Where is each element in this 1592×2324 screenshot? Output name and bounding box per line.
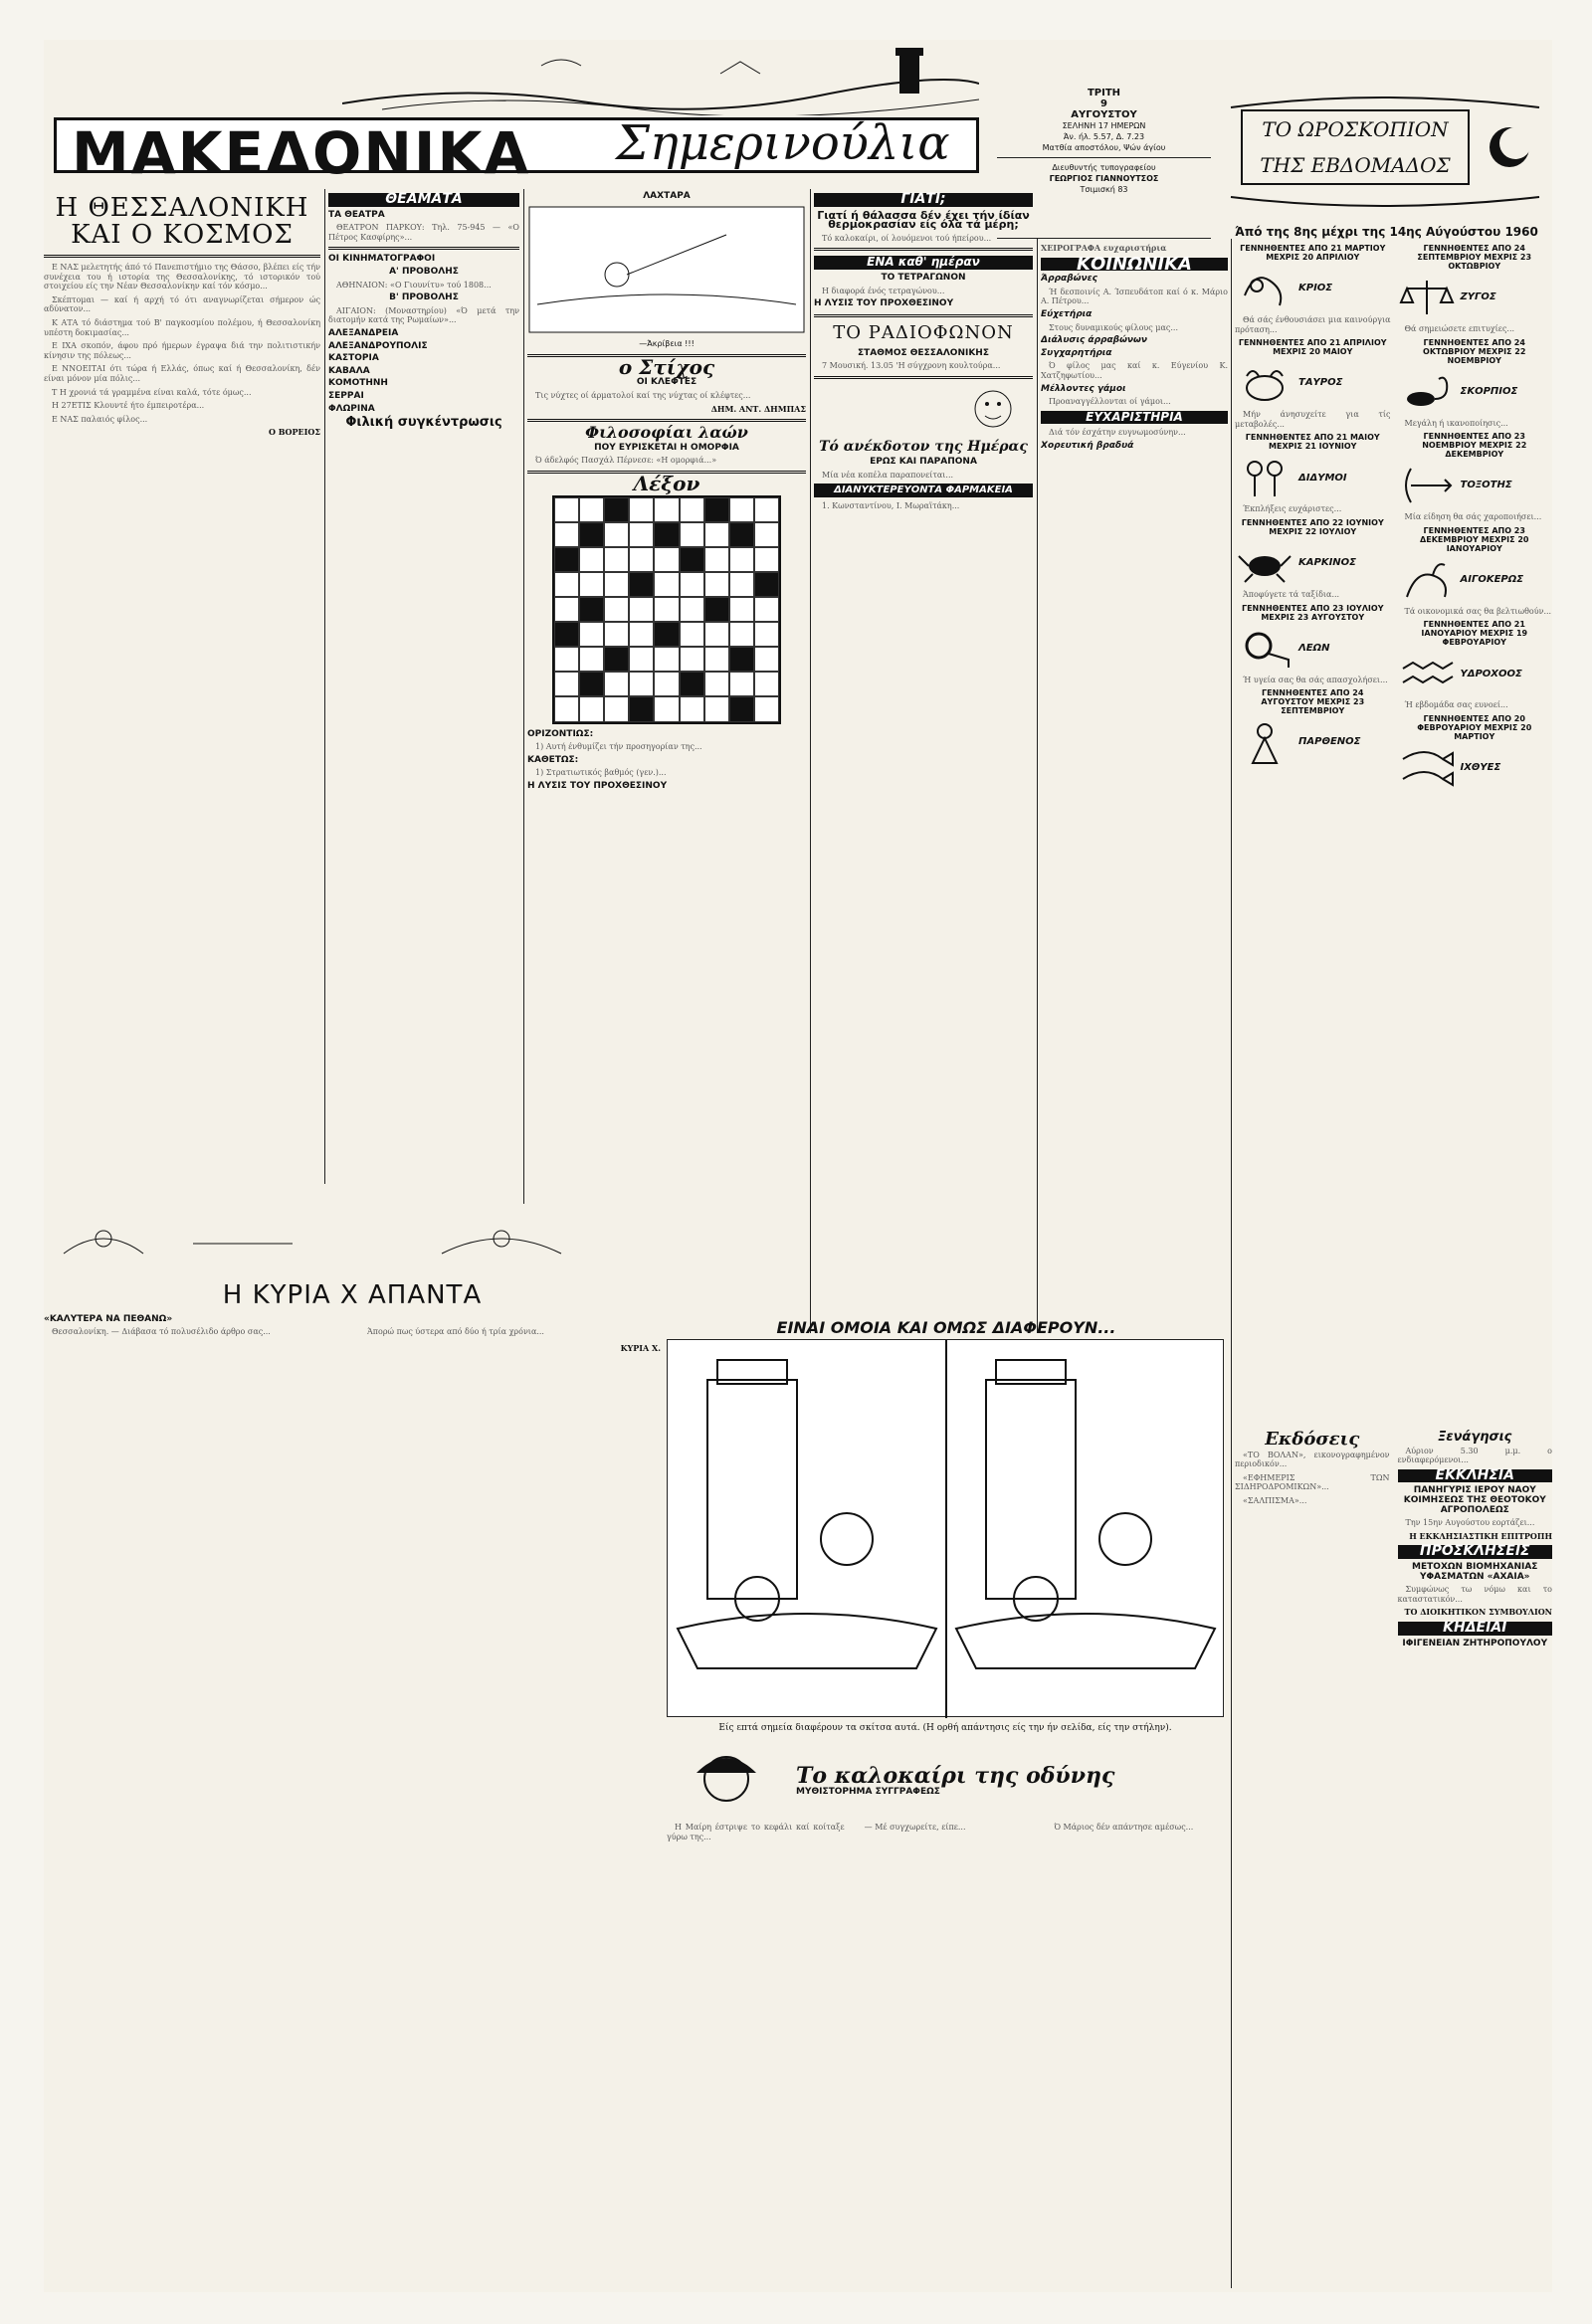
fishing-cartoon-icon (527, 205, 806, 334)
sign-head-didymoi: ΓΕΝΝΗΘΕΝΤΕΣ ΑΠΟ 21 ΜΑΙΟΥ ΜΕΧΡΙΣ 21 ΙΟΥΝΙΟΥ (1245, 433, 1380, 452)
signature-voreios: Ο ΒΟΡΕΙΟΣ (269, 427, 320, 438)
daily-title: ΕΝΑ καθ' ημέραν (814, 256, 1033, 270)
sign-name-aigokeros: ΑΙΓΟΚΕΡΩΣ (1460, 573, 1524, 585)
engagements-heading: Άρραβώνες (1041, 274, 1097, 285)
saint-day: Ματθία αποστόλου, Ψών άγίου (1042, 143, 1166, 152)
header-theamata: ΘΕΑΜΑΤΑ (328, 193, 519, 207)
why-title: ΓΙΑΤΙ; (814, 193, 1033, 207)
sign-name-krios: ΚΡΙΟΣ (1298, 283, 1333, 294)
column-why: ΓΙΑΤΙ; Γιατί ή θάλασσα δέν έχει τήν ίδίαν θερμοκρασίαν είς όλα τά μέρη; Τό καλοκαίρι, οί λουόμενοι τού ήπείρου... ΕΝΑ καθ' ημέραν ΤΟ ΤΕΤΡΑΓΩΝΟΝ Η διαφορά ένός τετραγώνου... Η ΛΥΣΙΣ ΤΟΥ ΠΡΟΧΘΕΣΙΝΟΥ ΤΟ ΡΑΔΙΟΦΩΝΟΝ ΣΤΑΘΜΟΣ ΘΕΣΣΑΛΟΝΙΚΗΣ 7 Μουσική. 13.05 'Η σύγχρονη κουλτούρα... Τό ανέκδοτον της Ημέρας ΕΡΩΣ ΚΑΙ ΠΑΡΑΠΟΝΑ Μία νέα κοπέλα παραπονείται... ΔΙΑΝΥΚΤΕΡΕΥΟΝΤΑ ΦΑΡΜΑΚΕΙΑ 1. Κωνσταντίνου, Ι. Μωραϊτάκη... (814, 189, 1033, 1333)
bull-icon (1235, 360, 1294, 406)
horoscope-signs: ΓΕΝΝΗΘΕΝΤΕΣ ΑΠΟ 21 ΜΑΡΤΙΟΥ ΜΕΧΡΙΣ 20 ΑΠΡΙΛΙΟΥ ΚΡΙΟΣ Θά σάς ένθουσιάσει μια καινούργια πρόταση... ΓΕΝΝΗΘΕΝΤΕΣ ΑΠΟ 21 ΑΠΡΙΛΙΟΥ ΜΕΧΡΙΣ 20 ΜΑΙΟΥ ΤΑΥΡΟΣ Μήν άνησυχείτε για τίς μεταβολές... ΓΕΝΝΗΘΕΝΤΕΣ ΑΠΟ 21 ΜΑΙΟΥ ΜΕΧΡΙΣ 21 ΙΟΥΝΙΟΥ ΔΙΔΥΜΟΙ Έκπλήξεις ευχάριστες... ΓΕΝΝΗΘΕΝΤΕΣ ΑΠΟ 22 ΙΟΥΝΙΟΥ ΜΕΧΡΙΣ 22 ΙΟΥΛΙΟΥ ΚΑΡΚΙΝΟΣ Άποφύγετε τά ταξίδια... ΓΕΝΝΗΘΕΝΤΕΣ ΑΠΟ 23 ΙΟΥΛΙΟΥ ΜΕΧΡΙΣ 23 ΑΥΓΟΥΣΤΟΥ ΛΕΩΝ Ή υγεία σας θα σάς απασχολήσει... ΓΕΝΝΗΘΕΝΤΕΣ ΑΠΟ 24 ΑΥΓΟΥΣΤΟΥ ΜΕΧΡΙΣ 23 ΣΕΠΤΕΜΒΡΙΟΥ ΠΑΡΘΕΝΟΣ ΓΕΝΝΗΘΕΝΤΕΣ ΑΠΟ 24 ΣΕΠΤΕΜΒΡΙΟΥ ΜΕΧΡΙΣ 23 ΟΚΤΩΒΡΙΟΥ ΖΥΓΟΣ Θά σημειώσετε επιτυχίες... ΓΕΝΝΗΘΕΝΤΕΣ ΑΠΟ 24 ΟΚΤΩΒΡΙΟΥ ΜΕΧΡΙΣ 22 ΝΟΕΜΒΡΙΟΥ ΣΚΟΡΠΙΟΣ Μεγάλη ή ικανοποίησις... ΓΕΝΝΗΘΕΝΤΕΣ ΑΠΟ 23 ΝΟΕΜΒΡΙΟΥ ΜΕΧΡΙΣ 22 ΔΕΚΕΜΒΡΙΟΥ ΤΟΞΟΤΗΣ Μία είδηση θα σάς χαροποιήσει... ΓΕΝΝΗΘΕΝΤΕΣ ΑΠΟ 23 ΔΕΚΕΜΒΡΙΟΥ ΜΕΧΡΙΣ 20 ΙΑΝΟΥΑΡΙΟΥ ΑΙΓΟΚΕΡΩΣ Τά οικονομικά σας θα βελτιωθούν... ΓΕΝΝΗΘΕΝΤΕΣ ΑΠΟ 21 ΙΑΝΟΥΑΡΙΟΥ ΜΕΧΡΙΣ 19 ΦΕΒΡΟΥΑΡΙΟΥ ΥΔΡΟΧΟΟΣ Ή εβδομάδα σας ευνοεί... ΓΕΝΝΗΘΕΝΤΕΣ ΑΠΟ 20 ΦΕΒΡΟΥΑΡΙΟΥ ΜΕΧΡΙΣ 20 ΜΑΡΤΙΟΥ ΙΧΘΥΕΣ (1235, 244, 1552, 1423)
sign-name-tavros: ΤΑΥΡΟΣ (1298, 377, 1343, 389)
sub-first-run: Α' ΠΡΟΒΟΛΗΣ (389, 266, 459, 277)
scales-icon (1397, 275, 1457, 320)
sub-theatres: ΤΑ ΘΕΑΤΡΑ (328, 209, 385, 220)
lion-icon (1235, 626, 1294, 672)
water-bearer-icon (1397, 651, 1457, 696)
stichos-title: ο Στίχος (618, 354, 715, 379)
crab-icon (1235, 540, 1294, 586)
crossword-vertical: ΚΑΘΕΤΩΣ: (527, 754, 579, 765)
editions-title: Εκδόσεις (1265, 1429, 1360, 1450)
crossword-title: Λέξον (633, 471, 700, 495)
cartoon-lachtara-caption: —Άκρίβεια !!! (639, 339, 695, 349)
column-announcements: Εκδόσεις «ΤΟ ΒΟΛΑΝ», εικονογραφημένον περιοδικόν... «ΕΦΗΜΕΡΙΣ ΤΩΝ ΣΙΔΗΡΟΔΡΟΜΙΚΩΝ»... «ΣΑΛΠΙΣΜΑ»... Ξενάγησις Αύριον 5.30 μ.μ. ο ενδιαφερόμενοι... ΕΚΚΛΗΣΙΑ ΠΑΝΗΓΥΡΙΣ ΙΕΡΟΥ ΝΑΟΥ ΚΟΙΜΗΣΕΩΣ ΤΗΣ ΘΕΟΤΟΚΟΥ ΑΓΡΟΠΟΛΕΩΣ Την 15ην Αυγούστου εορτάζει... Η ΕΚΚΛΗΣΙΑΣΤΙΚΗ ΕΠΙΤΡΟΠΗ ΠΡΟΣΚΛΗΣΕΙΣ ΜΕΤΟΧΩΝ ΒΙΟΜΗΧΑΝΙΑΣ ΥΦΑΣΜΑΤΩΝ «ΑΧΑΙΑ» Συμφώνως τω νόμω και το καταστατικόν... ΤΟ ΔΙΟΙΚΗΤΙΚΟΝ ΣΥΜΒΟΥΛΙΟΝ ΚΗΔΕΙΑΙ ΙΦΙΓΕΝΕΙΑΝ ΖΗΤΗΡΟΠΟΥΛΟΥ (1235, 1429, 1552, 1648)
city-alexandroupolis: ΑΛΕΞΑΝΔΡΟΥΠΟΛΙΣ (328, 340, 428, 351)
cartoon-lachtara-title: ΛΑΧΤΑΡΑ (643, 191, 691, 201)
dissolution-heading: Διάλυσις άρραβώνων (1041, 335, 1148, 346)
sign-head-krios: ΓΕΝΝΗΘΕΝΤΕΣ ΑΠΟ 21 ΜΑΡΤΙΟΥ ΜΕΧΡΙΣ 20 ΑΠΡΙΛΙΟΥ (1240, 244, 1386, 262)
virgin-icon (1235, 719, 1294, 765)
daily-solution: Η ΛΥΣΙΣ ΤΟΥ ΠΡΟΧΘΕΣΙΝΟΥ (814, 298, 954, 309)
city-alexandreia: ΑΛΕΞΑΝΔΡΕΙΑ (328, 327, 399, 338)
spot-the-difference-cartoon (667, 1318, 1224, 1717)
thanks-title: ΕΥΧΑΡΙΣΤΗΡΙΑ (1041, 411, 1228, 425)
heading-gathering: Φιλική συγκέντρωσις (345, 415, 502, 431)
dance-heading: Χορευτική βραδυά (1041, 440, 1134, 451)
column-lachtara: ΛΑΧΤΑΡΑ —Άκρίβεια !!! ο Στίχος ΟΙ ΚΛΕΦΤΕΣ Τις νύχτες οί άρματολοί καί της νύχτας οί κλέφτες... ΔΗΜ. ΑΝΤ. ΔΗΜΠΑΣ Φιλοσοφίαι λαών ΠΟΥ ΕΥΡΙΣΚΕΤΑΙ Η ΟΜΟΡΦΙΑ Ό άδελφός Πασχάλ Πέρνεσε: «Η ομορφιά...» Λέξον ΟΡΙΖΟΝΤΙΩΣ: 1) Αυτή ένθυμίζει τήν προσηγορίαν της... ΚΑΘΕΤΩΣ: 1) Στρατιωτικός βαθμός (γεν.)... Η ΛΥΣΙΣ ΤΟΥ ΠΡΟΧΘΕΣΙΝΟΥ (527, 191, 806, 791)
invites-title: ΠΡΟΣΚΛΗΣΕΙΣ (1398, 1545, 1553, 1559)
story-author: ΜΥΘΙΣΤΟΡΗΜΑ ΣΥΓΓΡΑΦΕΩΣ (796, 1786, 940, 1797)
sign-name-zygos: ΖΥΓΟΣ (1460, 291, 1496, 303)
radio-title: ΤΟ ΡΑΔΙΟΦΩΝΟΝ (833, 321, 1014, 343)
masthead-script: Σημερινούλια (616, 115, 950, 171)
signature-kyria-x: ΚΥΡΙΑ Χ. (620, 1342, 661, 1353)
philosophy-title: Φιλοσοφίαι λαών (585, 423, 748, 443)
horoscope-title-box (1241, 109, 1470, 185)
sign-name-toxotis: ΤΟΞΟΤΗΣ (1460, 480, 1512, 491)
anecdote-title: Τό ανέκδοτον της Ημέρας (819, 438, 1028, 455)
twins-icon (1235, 455, 1294, 500)
archer-icon (1397, 463, 1457, 508)
sign-name-parthenos: ΠΑΡΘΕΝΟΣ (1298, 736, 1361, 748)
story-title: Το καλοκαίρι της οδύνης (796, 1762, 1115, 1789)
seaside-illustration-icon (342, 44, 979, 115)
anecdote-face-icon (814, 384, 1033, 434)
sign-head-aigokeros: ΓΕΝΝΗΘΕΝΤΕΣ ΑΠΟ 23 ΔΕΚΕΜΒΡΙΟΥ ΜΕΧΡΙΣ 20 ΙΑΝΟΥΑΡΙΟΥ (1420, 525, 1529, 553)
sign-name-didymoi: ΔΙΔΥΜΟΙ (1298, 472, 1347, 484)
invites-subtitle: ΜΕΤΟΧΩΝ ΒΙΟΜΗΧΑΝΙΑΣ ΥΦΑΣΜΑΤΩΝ «ΑΧΑΙΑ» (1412, 1561, 1538, 1582)
horoscope-period: Άπό της 8ης μέχρι της 14ης Αύγούστου 1960 (1235, 225, 1538, 239)
sign-head-zygos: ΓΕΝΝΗΘΕΝΤΕΣ ΑΠΟ 24 ΣΕΠΤΕΜΒΡΙΟΥ ΜΕΧΡΙΣ 23 ΟΚΤΩΒΡΙΟΥ (1417, 244, 1532, 271)
daily-subtitle: ΤΟ ΤΕΤΡΑΓΩΝΟΝ (881, 272, 966, 283)
story-body: Η Μαίρη έστριψε το κεφάλι καί κοίταξε γύρω της... — Μέ συγχωρείτε, είπε... Ό Μάριος δέν απάντησε αμέσως... (667, 1823, 1194, 1841)
radio-subtitle: ΣΤΑΘΜΟΣ ΘΕΣΣΑΛΟΝΙΚΗΣ (857, 347, 989, 358)
sign-head-skorpios: ΓΕΝΝΗΘΕΝΤΕΣ ΑΠΟ 24 ΟΚΤΩΒΡΙΟΥ ΜΕΧΡΙΣ 22 ΝΟΕΜΒΡΙΟΥ (1423, 337, 1526, 365)
sign-name-skorpios: ΣΚΟΡΠΙΟΣ (1460, 385, 1518, 397)
publisher-label: Διευθυντής τυπογραφείου (1052, 163, 1156, 172)
cartoon-title: ΕΙΝΑΙ ΟΜΟΙΑ ΚΑΙ ΟΜΩΣ ΔΙΑΦΕΡΟΥΝ... (776, 1318, 1116, 1337)
crossword-grid (552, 495, 781, 724)
masthead-title: ΜΑΚΕΔΟΝΙΚΑ (72, 119, 531, 187)
column-theamata: ΘΕΑΜΑΤΑ ΤΑ ΘΕΑΤΡΑ ΘΕΑΤΡΟΝ ΠΑΡΚΟΥ: Τηλ. 75-945 — «Ο Πέτρος Κασφίρης»... ΟΙ ΚΙΝΗΜΑΤΟΓΡΑΦΟΙ Α' ΠΡΟΒΟΛΗΣ ΑΘΗΝΑΙΟΝ: «Ο Γιουνίτυ» τού 1808... Β' ΠΡΟΒΟΛΗΣ ΑΙΓΑΙΟΝ: (Μοναστηρίου) «Ό μετά την διατομήν κατά της Ρωμαίων»... ΑΛΕΞΑΝΔΡΕΙΑ ΑΛΕΞΑΝΔΡΟΥΠΟΛΙΣ ΚΑΣΤΟΡΙΑ ΚΑΒΑΛΑ ΚΟΜΟΤΗΝΗ ΣΕΡΡΑΙ ΦΛΩΡΙΝΑ Φιλική συγκέντρωσις (328, 191, 519, 431)
column-thessaloniki (44, 189, 320, 1184)
date-day: ΤΡΙΤΗ (1087, 88, 1121, 98)
congrats-heading: Συγχαρητήρια (1041, 347, 1112, 358)
sign-head-parthenos: ΓΕΝΝΗΘΕΝΤΕΣ ΑΠΟ 24 ΑΥΓΟΥΣΤΟΥ ΜΕΧΡΙΣ 23 ΣΕΠΤΕΜΒΡΙΟΥ (1261, 688, 1365, 716)
hostels-heading: Ξενάγησις (1438, 1430, 1512, 1445)
why-question: Γιατί ή θάλασσα δέν έχει τήν ίδίαν θερμοκρασίαν είς όλα τά μέρη; (817, 208, 1030, 232)
cartoon-caption: Είς επτά σημεία διαφέρουν τα σκίτσα αυτά. (Η ορθή απάντησις είς την ήν σελίδα, είς την στήλην). (718, 1723, 1172, 1733)
social-title: ΚΟΙΝΩΝΙΚΑ (1041, 258, 1228, 272)
sign-name-karkinos: ΚΑΡΚΙΝΟΣ (1298, 557, 1356, 569)
sign-name-leon: ΛΕΩΝ (1298, 642, 1330, 654)
moon-phase: ΣΕΛΗΝΗ 17 ΗΜΕΡΩΝ (1062, 121, 1146, 130)
publisher-address: Τσιμισκή 83 (1080, 185, 1128, 194)
woman-portrait-icon (667, 1743, 786, 1823)
city-kavala: ΚΑΒΑΛΑ (328, 365, 370, 376)
horoscope-title-1: ΤΟ ΩΡΟΣΚΟΠΙΟΝ (1262, 117, 1449, 141)
wishes-heading: Εύχετήρια (1041, 308, 1093, 319)
story-column (667, 1743, 1224, 2288)
horoscope-header (1221, 88, 1552, 237)
stichos-subtitle: ΟΙ ΚΛΕΦΤΕΣ (636, 377, 697, 388)
sign-head-ydrochoos: ΓΕΝΝΗΘΕΝΤΕΣ ΑΠΟ 21 ΙΑΝΟΥΑΡΙΟΥ ΜΕΧΡΙΣ 19 ΦΕΒΡΟΥΑΡΙΟΥ (1421, 620, 1528, 648)
sign-head-karkinos: ΓΕΝΝΗΘΕΝΤΕΣ ΑΠΟ 22 ΙΟΥΝΙΟΥ ΜΕΧΡΙΣ 22 ΙΟΥΛΙΟΥ (1241, 517, 1384, 536)
weddings-heading: Μέλλοντες γάμοι (1041, 383, 1126, 394)
stichos-signature: ΔΗΜ. ΑΝΤ. ΔΗΜΠΑΣ (710, 403, 806, 414)
date-month: ΑΥΓΟΥΣΤΟΥ (1071, 109, 1137, 120)
date-number: 9 (1100, 98, 1107, 109)
sign-name-ichthyes: ΙΧΘΥΕΣ (1460, 762, 1501, 774)
church-committee: Η ΕΚΚΛΗΣΙΑΣΤΙΚΗ ΕΠΙΤΡΟΠΗ (1409, 1530, 1552, 1541)
city-komotini: ΚΟΜΟΤΗΝΗ (328, 378, 388, 389)
column-social: ΧΕΙΡΟΓΡΑΦΑ ευχαριστήρια ΚΟΙΝΩΝΙΚΑ Άρραβώνες Ή δεσποινίς Α. Ίσπευδάτοπ καί ό κ. Μάριο Α. Πέτρου... Εύχετήρια Στους δυναμικούς φίλους μας... Διάλυσις άρραβώνων Συγχαρητήρια Ό φίλος μας καί κ. Εύγενίου Κ. Χατζηφωτίου... Μέλλοντες γάμοι Προαναγγέλλονται οί γάμοι... ΕΥΧΑΡΙΣΤΗΡΙΑ Διά τόν έσχάτην ευγνωμοσύνην... Χορευτική βραδυά (1041, 244, 1228, 451)
headline-thessaloniki: Η ΘΕΣΣΑΛΟΝΙΚΗ ΚΑΙ Ο ΚΟΣΜΟΣ (55, 193, 309, 250)
tower-boat-drawing-icon (668, 1340, 1225, 1718)
sign-name-ydrochoos: ΥΔΡΟΧΟΟΣ (1460, 668, 1522, 679)
publisher-name: ΓΕΩΡΓΙΟΣ ΓΙΑΝΝΟΥΤΣΟΣ (1049, 174, 1159, 183)
article-body: Ε ΝΑΣ μελετητής άπό τό Πανεπιστήμιο της Θάσσο, βλέπει είς τήν συνέχεια του ή ιστορία της Θεσσαλονίκης, τό ιστορικόν τού στοιχείου είς την Νέαν Θεσσαλονίκην καί τόν κόσμο... Σκέπτομαι — καί ή αρχή τό ότι αναγνωρίζεται σήμερον ώς αδύνατον... Κ ΑΤΑ τό διάστημα τού Β' παγκοσμίου πολέμου, ή Θεσσαλονίκη υπέστη δοκιμασίας... Ε ΙΧΑ σκοπόν, άφου πρό ήμερων έγραψα διά την πολιτιστικήν κίνησιν της πόλεως... Ε ΝΝΟΕΙΤΑΙ ότι τώρα ή Ελλάς, όπως καί ή Θεσσαλονίκη, δέν είναι μόνον μία πόλις... Τ Η χρονιά τά γραμμένα είναι καλά, τότε όμως... Η 27ΕΤΙΣ Κλουντέ ήτο έμπειροτέρα... Ε ΝΑΣ παλαιός φίλος... (44, 263, 320, 424)
masthead (44, 40, 989, 187)
ram-icon (1235, 266, 1294, 311)
sign-head-leon: ΓΕΝΝΗΘΕΝΤΕΣ ΑΠΟ 23 ΙΟΥΛΙΟΥ ΜΕΧΡΙΣ 23 ΑΥΓΟΥΣΤΟΥ (1241, 603, 1384, 622)
scorpion-icon (1397, 369, 1457, 415)
sign-head-tavros: ΓΕΝΝΗΘΕΝΤΕΣ ΑΠΟ 21 ΑΠΡΙΛΙΟΥ ΜΕΧΡΙΣ 20 ΜΑΙΟΥ (1238, 338, 1387, 357)
funerals-title: ΚΗΔΕΙΑΙ (1398, 1622, 1553, 1636)
sign-head-ichthyes: ΓΕΝΝΗΘΕΝΤΕΣ ΑΠΟ 20 ΦΕΒΡΟΥΑΡΙΟΥ ΜΕΧΡΙΣ 20 ΜΑΡΤΙΟΥ (1417, 713, 1532, 741)
sign-head-toxotis: ΓΕΝΝΗΘΕΝΤΕΣ ΑΠΟ 23 ΝΟΕΜΒΡΙΟΥ ΜΕΧΡΙΣ 22 ΔΕΚΕΜΒΡΙΟΥ (1422, 432, 1527, 460)
newspaper-page (44, 40, 1552, 2292)
philosophy-subtitle: ΠΟΥ ΕΥΡΙΣΚΕΤΑΙ Η ΟΜΟΡΦΙΑ (594, 442, 739, 453)
church-subtitle: ΠΑΝΗΓΥΡΙΣ ΙΕΡΟΥ ΝΑΟΥ ΚΟΙΜΗΣΕΩΣ ΤΗΣ ΘΕΟΤΟΚΟΥ ΑΓΡΟΠΟΛΕΩΣ (1403, 1485, 1546, 1515)
city-florina: ΦΛΩΡΙΝΑ (328, 403, 375, 414)
horoscope-title-2: ΤΗΣ ΕΒΔΟΜΑΔΟΣ (1260, 153, 1451, 177)
kyria-x-lead: «ΚΑΛΥΤΕΡΑ ΝΑ ΠΕΘΑΝΩ» (44, 1313, 173, 1324)
city-kastoria: ΚΑΣΤΟΡΙΑ (328, 353, 379, 364)
fish-icon (1397, 745, 1457, 791)
anecdote-subtitle: ΕΡΩΣ ΚΑΙ ΠΑΡΑΠΟΝΑ (870, 457, 977, 468)
invites-board: ΤΟ ΔΙΟΙΚΗΤΙΚΟΝ ΣΥΜΒΟΥΛΙΟΝ (1404, 1607, 1552, 1618)
sub-cinemas: ΟΙ ΚΙΝΗΜΑΤΟΓΡΑΦΟΙ (328, 254, 436, 265)
column-kyria-x (44, 1214, 661, 2288)
headline-kyria-x: Η ΚΥΡΙΑ Χ ΑΠΑΝΤΑ (222, 1279, 483, 1310)
funeral-name: ΙΦΙΓΕΝΕΙΑΝ ΖΗΤΗΡΟΠΟΥΛΟΥ (1402, 1638, 1548, 1648)
city-serres: ΣΕΡΡΑΙ (328, 390, 364, 401)
crossword-horizontal: ΟΡΙΖΟΝΤΙΩΣ: (527, 728, 594, 739)
kyria-x-body: Θεσσαλονίκη. — Διάβασα τό πολυσέλιδο άρθρο σας... Άπορώ πως ύστερα από δύο ή τρία χρόνια... (52, 1327, 544, 1337)
handwritten-thanks: ΧΕΙΡΟΓΡΑΦΑ ευχαριστήρια (1041, 244, 1167, 253)
crossword-solution: Η ΛΥΣΙΣ ΤΟΥ ΠΡΟΧΘΕΣΙΝΟΥ (527, 780, 668, 791)
church-title: ΕΚΚΛΗΣΙΑ (1398, 1469, 1553, 1483)
sub-second-run: Β' ΠΡΟΒΟΛΗΣ (389, 292, 459, 303)
goat-icon (1397, 557, 1457, 603)
pharmacies-title: ΔΙΑΝΥΚΤΕΡΕΥΟΝΤΑ ΦΑΡΜΑΚΕΙΑ (814, 484, 1033, 497)
sun-times: Άν. ήλ. 5.57, Δ. 7.23 (1063, 132, 1145, 141)
